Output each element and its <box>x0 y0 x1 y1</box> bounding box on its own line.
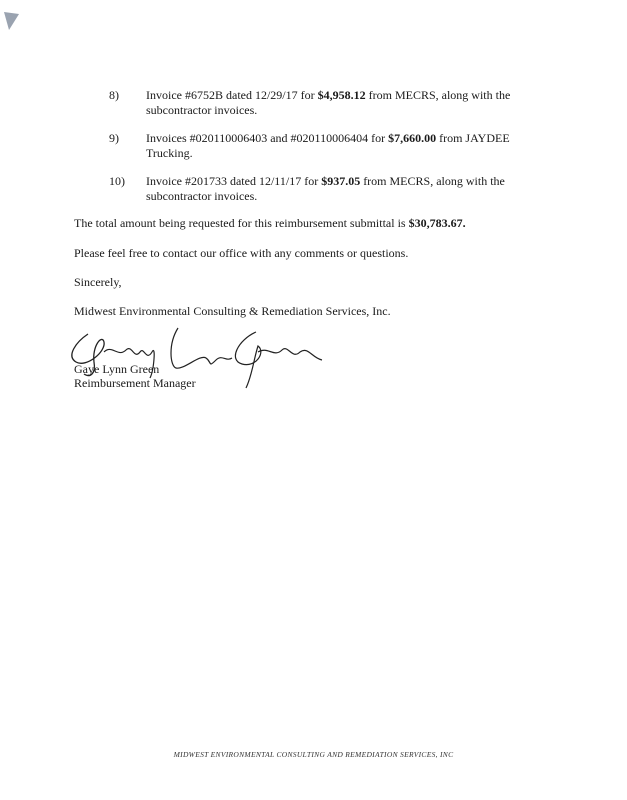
page-footer: MIDWEST ENVIRONMENTAL CONSULTING AND REMEDIATION SERVICES, INC <box>173 750 454 759</box>
corner-fold-icon <box>3 10 21 32</box>
signer-name: Gaye Lynn Green <box>74 362 160 376</box>
item-number: 10) <box>109 174 125 188</box>
contact-paragraph: Please feel free to contact our office with any comments or questions. <box>74 246 409 260</box>
total-amount: $30,783.67. <box>408 216 466 230</box>
total-paragraph: The total amount being requested for this reimbursement submittal is $30,783.67. <box>74 216 466 230</box>
item-text: Invoice #6752B dated 12/29/17 for $4,958.12 from MECRS, along with the subcontractor invoices. <box>146 88 511 117</box>
list-item <box>109 131 529 161</box>
list-item <box>109 174 529 204</box>
signer-title: Reimbursement Manager <box>74 376 196 390</box>
item-number: 9) <box>109 131 119 145</box>
closing: Sincerely, <box>74 275 122 289</box>
item-amount: $937.05 <box>321 174 361 188</box>
item-text: Invoices #020110006403 and #020110006404 for $7,660.00 from JAYDEE Trucking. <box>146 131 510 160</box>
item-text: Invoice #201733 dated 12/11/17 for $937.05 from MECRS, along with the subcontractor invoices. <box>146 174 505 203</box>
item-number: 8) <box>109 88 119 102</box>
list-item <box>109 88 529 118</box>
item-amount: $4,958.12 <box>317 88 366 102</box>
company-name: Midwest Environmental Consulting & Remediation Services, Inc. <box>74 304 391 318</box>
invoice-list <box>109 88 529 217</box>
item-amount: $7,660.00 <box>388 131 437 145</box>
